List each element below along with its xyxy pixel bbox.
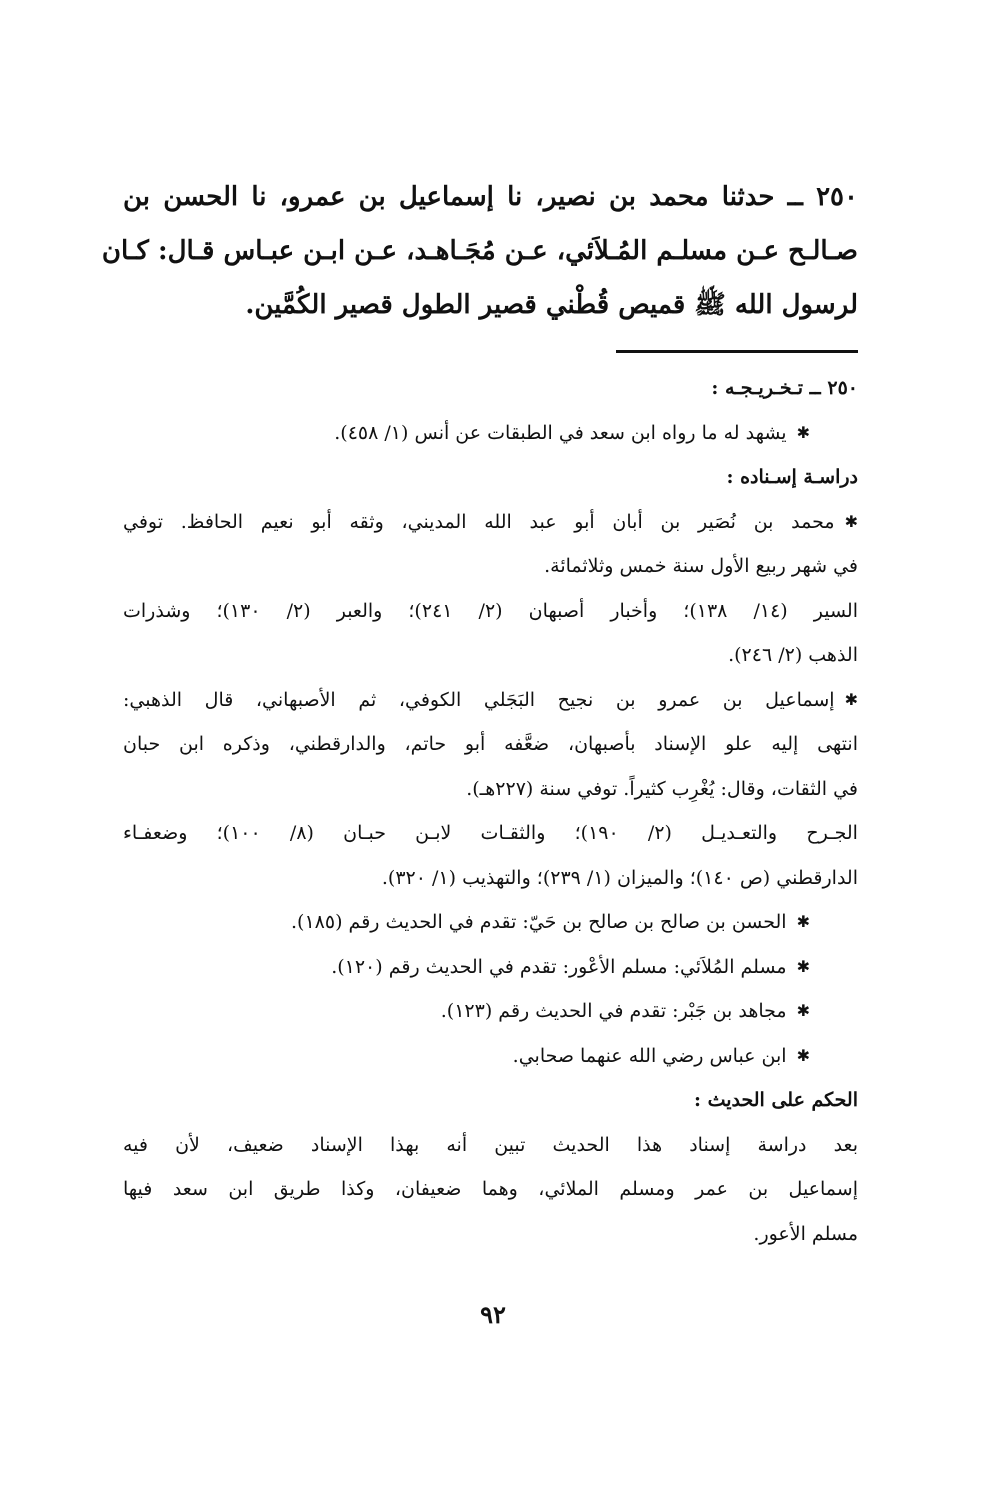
narrator2-sources-2: الدارقطني (ص ١٤٠)؛ والميزان (١/ ٢٣٩)؛ والتهذيب (١/ ٣٢٠). (381, 866, 858, 889)
narrator4-text: مسلم المُلاَئي: مسلم الأعْور: تقدم في الحديث رقم (١٢٠). (331, 955, 787, 978)
takhrij-heading: ٢٥٠ ــ تـخـريـجـه : (711, 377, 858, 399)
takhrij-entry (123, 411, 858, 456)
narrator3-text: الحسن بن صالح بن صالح بن حَيّ: تقدم في الحديث رقم (١٨٥). (291, 911, 787, 933)
narrator1-line-2: في شهر ربيع الأول سنة خمس وثلاثمائة. (544, 555, 858, 577)
bullet-icon: ✱ (796, 422, 810, 442)
bullet-icon: ✱ (844, 511, 858, 531)
narrator1-sources-1: السير (١٤/ ١٣٨)؛ وأخبار أصبهان (٢/ ٢٤١)؛ والعبر (٢/ ١٣٠)؛ وشذرات (123, 599, 858, 622)
takhrij-text: يشهد له ما رواه ابن سعد في الطبقات عن أنس (١/ ٤٥٨). (334, 421, 787, 444)
narrator5-entry (123, 989, 858, 1034)
footnote-divider (616, 350, 858, 353)
page-number: ٩٢ (480, 1300, 506, 1329)
hukm-heading: الحكم على الحديث : (693, 1089, 858, 1111)
narrator2-line-2: انتهى إليه علو الإسناد بأصبهان، ضعَّفه أبو حاتم، والدارقطني، وذكره ابن حبان (123, 733, 858, 755)
bullet-icon: ✱ (796, 912, 810, 931)
bullet-icon: ✱ (796, 1001, 810, 1020)
bullet-icon: ✱ (844, 689, 858, 709)
narrator2-line-3: في الثقات، وقال: يُغْرِب كثيراً. توفي سنة (٢٢٧هـ). (466, 777, 858, 800)
narrator3-entry (123, 900, 858, 945)
narrator6-entry (123, 1034, 858, 1079)
narrator2-sources-1: الجـرح والتعـديـل (٢/ ١٩٠)؛ والثقـات لابـن حبـان (٨/ ١٠٠)؛ وضعفـاء (123, 822, 858, 844)
narrator2-line-1 (123, 678, 858, 723)
narrator2-text: إسماعيل بن عمرو بن نجيح البَجَلي الكوفي، ثم الأصبهاني، قال الذهبي: (123, 688, 835, 711)
hukm-line-1: بعد دراسة إسناد هذا الحديث تبين أنه بهذا الإسناد ضعيف، لأن فيه (123, 1133, 858, 1156)
bullet-icon: ✱ (796, 1045, 810, 1065)
hadith-line-3: لرسول الله ﷺ قميص قُطْني قصير الطول قصير الكُمَّين. (245, 290, 858, 320)
narrator1-text: محمد بن نُصَير بن أبان أبو عبد الله المديني، وثقه أبو نعيم الحافظ. توفي (123, 510, 835, 533)
narrator6-text: ابن عباس رضي الله عنهما صحابي. (512, 1044, 787, 1067)
narrator1-sources-2: الذهب (٢/ ٢٤٦). (728, 644, 858, 666)
hadith-line-2: صـالـح عـن مسلـم المُـلاَئي، عـن مُجَـاهـد، عـن ابـن عبـاس قـال: كـان (101, 236, 858, 266)
narrator4-entry (123, 945, 858, 990)
hadith-line-1: ٢٥٠ ــ حدثنا محمد بن نصير، نا إسماعيل بن عمرو، نا الحسن بن (123, 182, 858, 212)
footnotes (123, 366, 858, 1256)
bullet-icon: ✱ (796, 956, 810, 976)
isnad-heading: دراسـة إسـناده : (726, 466, 858, 488)
narrator1-line-1 (123, 500, 858, 545)
hukm-line-2: إسماعيل بن عمر ومسلم الملائي، وهما ضعيفان، وكذا طريق ابن سعد فيها (123, 1178, 858, 1200)
hukm-line-3: مسلم الأعور. (753, 1222, 858, 1245)
narrator5-text: مجاهد بن جَبْر: تقدم في الحديث رقم (١٢٣). (440, 1000, 787, 1022)
hadith-text (101, 170, 858, 332)
